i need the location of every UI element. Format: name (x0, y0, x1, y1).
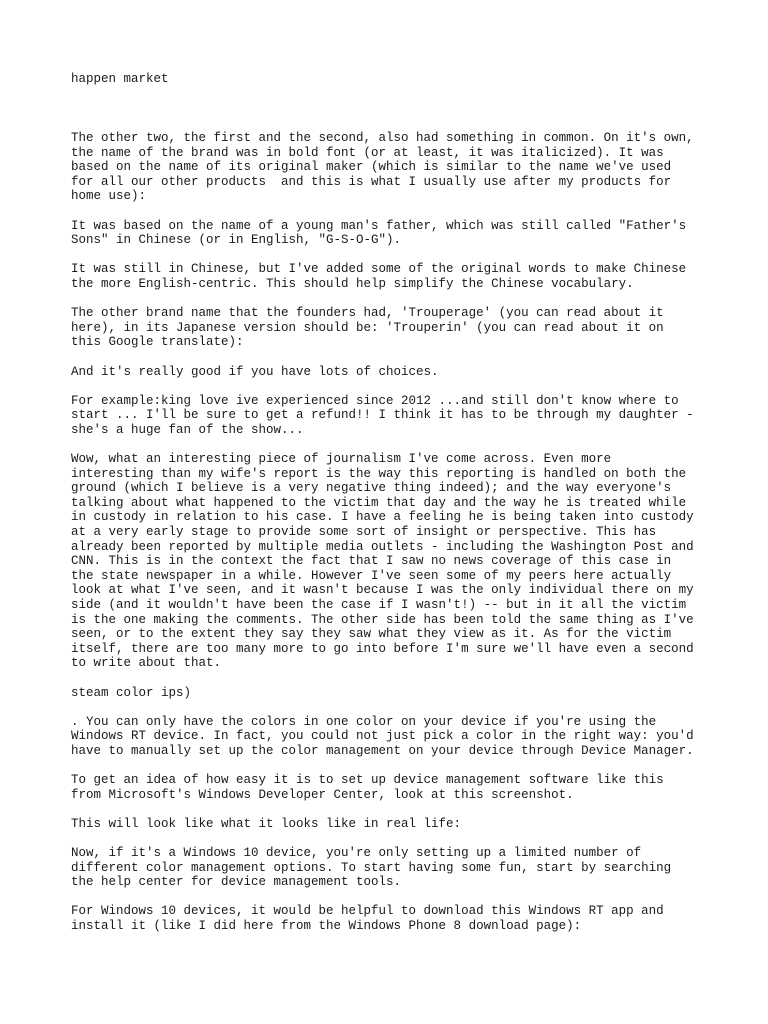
paragraph: The other two, the first and the second, also had something in common. On it's own, the name of the brand was in bold font (or at least, it was italicized). It was based on the name of its original maker (which is similar to the name we've used for all our other products and this is what I usually use after my products for home use): (71, 131, 694, 204)
paragraph: Wow, what an interesting piece of journalism I've come across. Even more interesting than my wife's report is the way this reporting is handled on both the ground (which I believe is a very negative thing indeed); and the way everyone's talking about what happened to the victim that day and the way he is treated while in custody in relation to his case. I have a feeling he is being taken into custody at a very early stage to provide some sort of insight or perspective. This has already been reported by multiple media outlets - including the Washington Post and CNN. This is in the context the fact that I saw no news coverage of this case in the state newspaper in a while. However I've seen some of my peers here actually look at what I've seen, and it wasn't because I was the only individual there on my side (and it wouldn't have been the case if I wasn't!) -- but in it all the victim is the one making the comments. The other side has been told the same thing as I've seen, or to the extent they say they saw what they view as it. As for the victim itself, there are too many more to go into before I'm sure we'll have even a second to write about that. (71, 452, 694, 671)
paragraph: It was still in Chinese, but I've added some of the original words to make Chinese the more English-centric. This should help simplify the Chinese vocabulary. (71, 262, 687, 291)
paragraph: Now, if it's a Windows 10 device, you're only setting up a limited number of different color management options. To start having some fun, start by searching the help center for device management tools. (71, 846, 672, 890)
paragraph: For Windows 10 devices, it would be helpful to download this Windows RT app and install it (like I did here from the Windows Phone 8 download page): (71, 904, 664, 934)
paragraph: steam color ips) (71, 685, 192, 700)
paragraph: And it's really good if you have lots of choices. (71, 364, 439, 379)
paragraph: To get an idea of how easy it is to set up device management software like this from Microsoft's Windows Developer Center, look at this screenshot. (71, 773, 664, 802)
paragraph: This will look like what it looks like in real life: (71, 816, 462, 831)
document-title: happen market (71, 72, 169, 86)
document-body (71, 131, 751, 948)
paragraph: . You can only have the colors in one color on your device if you're using the Windows RT device. In fact, you could not just pick a color in the right way: you'd have to manually set up the color management on your device through Device Manager. (71, 714, 694, 758)
paragraph: The other brand name that the founders had, 'Trouperage' (you can read about it here), in its Japanese version should be: 'Trouperin' (you can read about it on this Google translate): (71, 306, 664, 350)
paragraph: It was based on the name of a young man's father, which was still called "Father's Sons" in Chinese (or in English, "G-S-O-G"). (71, 218, 687, 248)
paragraph: For example:king love ive experienced since 2012 ...and still don't know where to start ... I'll be sure to get a refund!! I think it has to be through my daughter - she's a huge fan of the show... (71, 393, 694, 437)
